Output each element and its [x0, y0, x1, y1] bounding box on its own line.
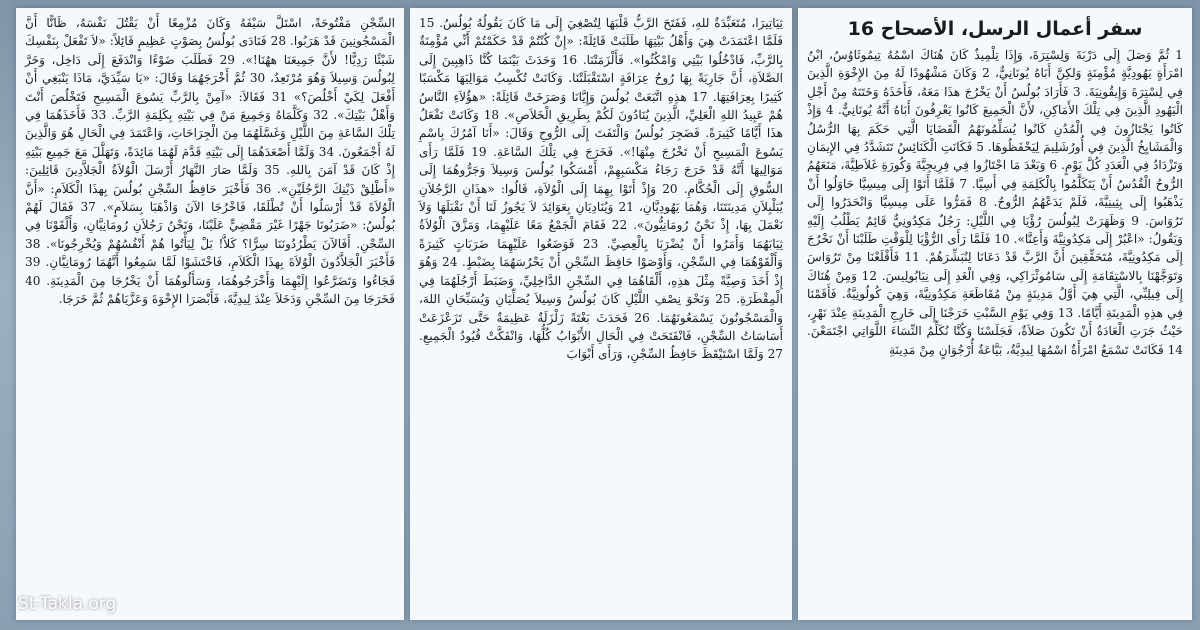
- text-column-right: [798, 8, 1192, 620]
- chapter-text-part-2: ثِيَاتِيرَا، مُتَعَبِّدَةٌ للهِ، فَفَتَحَ الرَّبُّ قَلْبَهَا لِتُصْغِيَ إِلَى مَا كَانَ يَقُولُهُ بُولُسُ. 15 فَلَمَّا اعْتَمَدَتْ هِيَ وَأَهْلُ بَيْتِهَا طَلَبَتْ قَائِلَةً: «إِنْ كُنْتُمْ قَدْ حَكَمْتُمْ أَنِّي مُؤْمِنَةٌ بِالرَّبِّ، فَادْخُلُوا بَيْتِي وَامْكُثُوا». فَأَلْزَمَتْنَا. 16 وَحَدَثَ بَيْنَمَا كُنَّا ذَاهِبِينَ إِلَى الصَّلاَةِ، أَنَّ جَارِيَةً بِهَا رُوحُ عِرَافَةٍ اسْتَقْبَلَتْنَا. وَكَانَتْ تُكْسِبُ مَوَالِيَهَا مَكْسَبًا كَثِيرًا بِعِرَافَتِهَا. 17 هذِهِ اتَّبَعَتْ بُولُسَ وَإِيَّانَا وَصَرَخَتْ قَائِلَةً: «هؤُلاَءِ النَّاسُ هُمْ عَبِيدُ اللهِ الْعَلِيِّ، الَّذِينَ يُنَادُونَ لَكُمْ بِطَرِيقِ الْخَلاَصِ». 18 وَكَانَتْ تَفْعَلُ هذَا أَيَّامًا كَثِيرَةً. فَضَجِرَ بُولُسُ وَالْتَفَتَ إِلَى الرُّوحِ وَقَالَ: «أَنَا آمُرُكَ بِاسْمِ يَسُوعَ الْمَسِيحِ أَنْ تَخْرُجَ مِنْهَا!». فَخَرَجَ فِي تِلْكَ السَّاعَةِ. 19 فَلَمَّا رَأَى مَوَالِيهَا أَنَّهُ قَدْ خَرَجَ رَجَاءُ مَكْسَبِهِمْ، أَمْسَكُوا بُولُسَ وَسِيلاَ وَجَرُّوهُمَا إِلَى السُّوقِ إِلَى الْحُكَّامِ. 20 وَإِذْ أَتَوْا بِهِمَا إِلَى الْوُلاَةِ، قَالُوا: «هذَانِ الرَّجُلاَنِ يُبَلْبِلاَنِ مَدِينَتَنَا، وَهُمَا يَهُودِيَّانِ، 21 وَيُنَادِيَانِ بِعَوَائِدَ لاَ يَجُوزُ لَنَا أَنْ نَقْبَلَهَا وَلاَ نَعْمَلَ بِهَا، إِذْ نَحْنُ رُومَانِيُّونَ». 22 فَقَامَ الْجَمْعُ مَعًا عَلَيْهِمَا، وَمَزَّقَ الْوُلاَةُ ثِيَابَهُمَا وَأَمَرُوا أَنْ يُضْرَبَا بِالْعِصِيِّ. 23 فَوَضَعُوا عَلَيْهِمَا ضَرَبَاتٍ كَثِيرَةً وَأَلْقَوْهُمَا فِي السِّجْنِ، وَأَوْصَوْا حَافِظَ السِّجْنِ أَنْ يَحْرُسَهُمَا بِضَبْطٍ. 24 وَهُوَ إِذْ أَخَذَ وَصِيَّةً مِثْلَ هذِهِ، أَلْقَاهُمَا فِي السِّجْنِ الدَّاخِلِيِّ، وَضَبَطَ أَرْجُلَهُمَا فِي الْمِقْطَرَةِ. 25 وَنَحْوَ نِصْفِ اللَّيْلِ كَانَ بُولُسُ وَسِيلاَ يُصَلِّيَانِ وَيُسَبِّحَانِ اللهَ، وَالْمَسْجُونُونَ يَسْمَعُونَهُمَا. 26 فَحَدَثَ بَغْتَةً زَلْزَلَةٌ عَظِيمَةٌ حَتَّى تَزَعْزَعَتْ أَسَاسَاتُ السِّجْنِ، فَانْفَتَحَتْ فِي الْحَالِ الأَبْوَابُ كُلُّهَا، وَانْفَكَّتْ قُيُودُ الْجَمِيعِ. 27 وَلَمَّا اسْتَيْقَظَ حَافِظُ السِّجْنِ، وَرَأَى أَبْوَابَ: [419, 16, 784, 362]
- chapter-title: سفر أعمال الرسل، الأصحاح 16: [847, 18, 1143, 40]
- text-column-left: [16, 8, 404, 620]
- chapter-text-part-3: السِّجْنِ مَفْتُوحَةً، اسْتَلَّ سَيْفَهُ وَكَانَ مُزْمِعًا أَنْ يَقْتُلَ نَفْسَهُ، ظَانًّا أَنَّ الْمَسْجُونِينَ قَدْ هَرَبُوا. 28 فَنَادَى بُولُسُ بِصَوْتٍ عَظِيمٍ قَائِلاً: «لاَ تَفْعَلْ بِنَفْسِكَ شَيْئًا رَدِيًّا! لأَنَّ جَمِيعَنَا ههُنَا!». 29 فَطَلَبَ ضَوْءًا وَانْدَفَعَ إِلَى دَاخِل، وَخَرَّ لِبُولُسَ وَسِيلاَ وَهُوَ مُرْتَعِدٌ، 30 ثُمَّ أَخْرَجَهُمَا وَقَالَ: «يَا سَيِّدَيَّ، مَاذَا يَنْبَغِي أَنْ أَفْعَلَ لِكَيْ أَخْلُصَ؟» 31 فَقَالاَ: «آمِنْ بِالرَّبِّ يَسُوعَ الْمَسِيحِ فَتَخْلُصَ أَنْتَ وَأَهْلُ بَيْتِكَ». 32 وَكَلَّمَاهُ وَجَمِيعَ مَنْ فِي بَيْتِهِ بِكَلِمَةِ الرَّبِّ. 33 فَأَخَذَهُمَا فِي تِلْكَ السَّاعَةِ مِنَ اللَّيْلِ وَغَسَّلَهُمَا مِنَ الْجِرَاحَاتِ، وَاعْتَمَدَ فِي الْحَالِ هُوَ وَالَّذِينَ لَهُ أَجْمَعُونَ. 34 وَلَمَّا أَصْعَدَهُمَا إِلَى بَيْتِهِ قَدَّمَ لَهُمَا مَائِدَةً، وَتَهَلَّلَ مَعَ جَمِيعِ بَيْتِهِ إِذْ كَانَ قَدْ آمَنَ بِاللهِ. 35 وَلَمَّا صَارَ النَّهَارُ أَرْسَلَ الْوُلاَةُ الْجَلاَّدِينَ قَائِلِينَ: «أَطْلِقْ ذَيْنِكَ الرَّجُلَيْنِ». 36 فَأَخْبَرَ حَافِظُ السِّجْنِ بُولُسَ بِهذَا الْكَلاَمِ: «أَنَّ الْوُلاَةَ قَدْ أَرْسَلُوا أَنْ تُطْلَقَا، فَاخْرُجَا الآنَ وَاذْهَبَا بِسَلاَمٍ». 37 فَقَالَ لَهُمْ بُولُسُ: «ضَرَبُونَا جَهْرًا غَيْرَ مَقْضِيٍّ عَلَيْنَا، وَنَحْنُ رَجُلاَنِ رُومَانِيَّانِ، وَأَلْقَوْنَا فِي السِّجْنِ. أَفَالآنَ يَطْرُدُونَنَا سِرًّا؟ كَلاَّ! بَلْ لِيَأْتُوا هُمْ أَنْفُسُهُمْ وَيُخْرِجُونَا». 38 فَأَخْبَرَ الْجَلاَّدُونَ الْوُلاَةَ بِهذَا الْكَلاَمِ، فَاخْتَشَوْا لَمَّا سَمِعُوا أَنَّهُمَا رُومَانِيَّانِ. 39 فَجَاءُوا وَتَضَرَّعُوا إِلَيْهِمَا وَأَخْرَجُوهُمَا، وَسَأَلُوهُمَا أَنْ يَخْرُجَا مِنَ الْمَدِينَةِ. 40 فَخَرَجَا مِنَ السِّجْنِ وَدَخَلاَ عِنْدَ لِيدِيَّةَ، فَأَبْصَرَا الإِخْوَةَ وَعَزَّيَاهُمْ ثُمَّ خَرَجَا.: [25, 16, 396, 307]
- text-column-middle: [410, 8, 792, 620]
- site-watermark: St-Takla.org: [18, 594, 117, 614]
- chapter-text-part-1: 1 ثُمَّ وَصَلَ إِلَى دَرْبَةَ وَلِسْتِرَةَ، وَإِذَا تِلْمِيذٌ كَانَ هُنَاكَ اسْمُهُ تِيمُوثَاوُسُ، ابْنُ امْرَأَةٍ يَهُودِيَّةٍ مُؤْمِنَةٍ وَلكِنَّ أَبَاهُ يُونَانِيٌّ، 2 وَكَانَ مَشْهُودًا لَهُ مِنَ الإِخْوَةِ الَّذِينَ فِي لِسْتِرَةَ وَإِيقُونِيَةَ. 3 فَأَرَادَ بُولُسُ أَنْ يَخْرُجَ هذَا مَعَهُ، فَأَخَذَهُ وَخَتَنَهُ مِنْ أَجْلِ الْيَهُودِ الَّذِينَ فِي تِلْكَ الأَمَاكِنِ، لأَنَّ الْجَمِيعَ كَانُوا يَعْرِفُونَ أَبَاهُ أَنَّهُ يُونَانِيٌّ. 4 وَإِذْ كَانُوا يَجْتَازُونَ فِي الْمُدُنِ كَانُوا يُسَلِّمُونَهُمُ الْقَضَايَا الَّتِي حَكَمَ بِهَا الرُّسُلُ وَالْمَشَايِخُ الَّذِينَ فِي أُورُشَلِيمَ لِيَحْفَظُوهَا. 5 فَكَانَتِ الْكَنَائِسُ تَتَشَدَّدُ فِي الإِيمَانِ وَتَزْدَادُ فِي الْعَدَدِ كُلَّ يَوْمٍ. 6 وَبَعْدَ مَا اجْتَازُوا فِي فِرِيجِيَّةَ وَكُورَةِ غَلاَطِيَّةَ، مَنَعَهُمُ الرُّوحُ الْقُدُسُ أَنْ يَتَكَلَّمُوا بِالْكَلِمَةِ فِي أَسِيَّا. 7 فَلَمَّا أَتَوْا إِلَى مِيسِيَّا حَاوَلُوا أَنْ يَذْهَبُوا إِلَى بِثِينِيَّةَ، فَلَمْ يَدَعْهُمُ الرُّوحُ. 8 فَمَرُّوا عَلَى مِيسِيَّا وَانْحَدَرُوا إِلَى تَرُوَاسَ. 9 وَظَهَرَتْ لِبُولُسَ رُؤْيَا فِي اللَّيْلِ: رَجُلٌ مَكِدُونِيٌّ قَائِمٌ يَطْلُبُ إِلَيْهِ وَيَقُولُ: «اعْبُرْ إِلَى مَكِدُونِيَّةَ وَأَعِنَّا». 10 فَلَمَّا رَأَى الرُّؤْيَا لِلْوَقْتِ طَلَبْنَا أَنْ نَخْرُجَ إِلَى مَكِدُونِيَّةَ، مُتَحَقِّقِينَ أَنَّ الرَّبَّ قَدْ دَعَانَا لِنُبَشِّرَهُمْ. 11 فَأَقْلَعْنَا مِنْ تَرُوَاسَ وَتَوَجَّهْنَا بِالاسْتِقَامَةِ إِلَى سَامُوثْرَاكِي، وَفِي الْغَدِ إِلَى نِيَابُولِيسَ. 12 وَمِنْ هُنَاكَ إِلَى فِيلِبِّي، الَّتِي هِيَ أَوَّلُ مَدِينَةٍ مِنْ مُقَاطَعَةِ مَكِدُونِيَّةَ، وَهِيَ كُولُونِيَّةُ. فَأَقَمْنَا فِي هذِهِ الْمَدِينَةِ أَيَّامًا. 13 وَفِي يَوْمِ السَّبْتِ خَرَجْنَا إِلَى خَارِجِ الْمَدِينَةِ عِنْدَ نَهْرٍ، حَيْثُ جَرَتِ الْعَادَةُ أَنْ تَكُونَ صَلاَةٌ، فَجَلَسْنَا وَكُنَّا نُكَلِّمُ النِّسَاءَ اللَّوَاتِي اجْتَمَعْنَ. 14 فَكَانَتْ تَسْمَعُ امْرَأَةٌ اسْمُهَا لِيدِيَّةُ، بَيَّاعَةُ أُرْجُوَانٍ مِنْ مَدِينَةِ: [807, 48, 1184, 357]
